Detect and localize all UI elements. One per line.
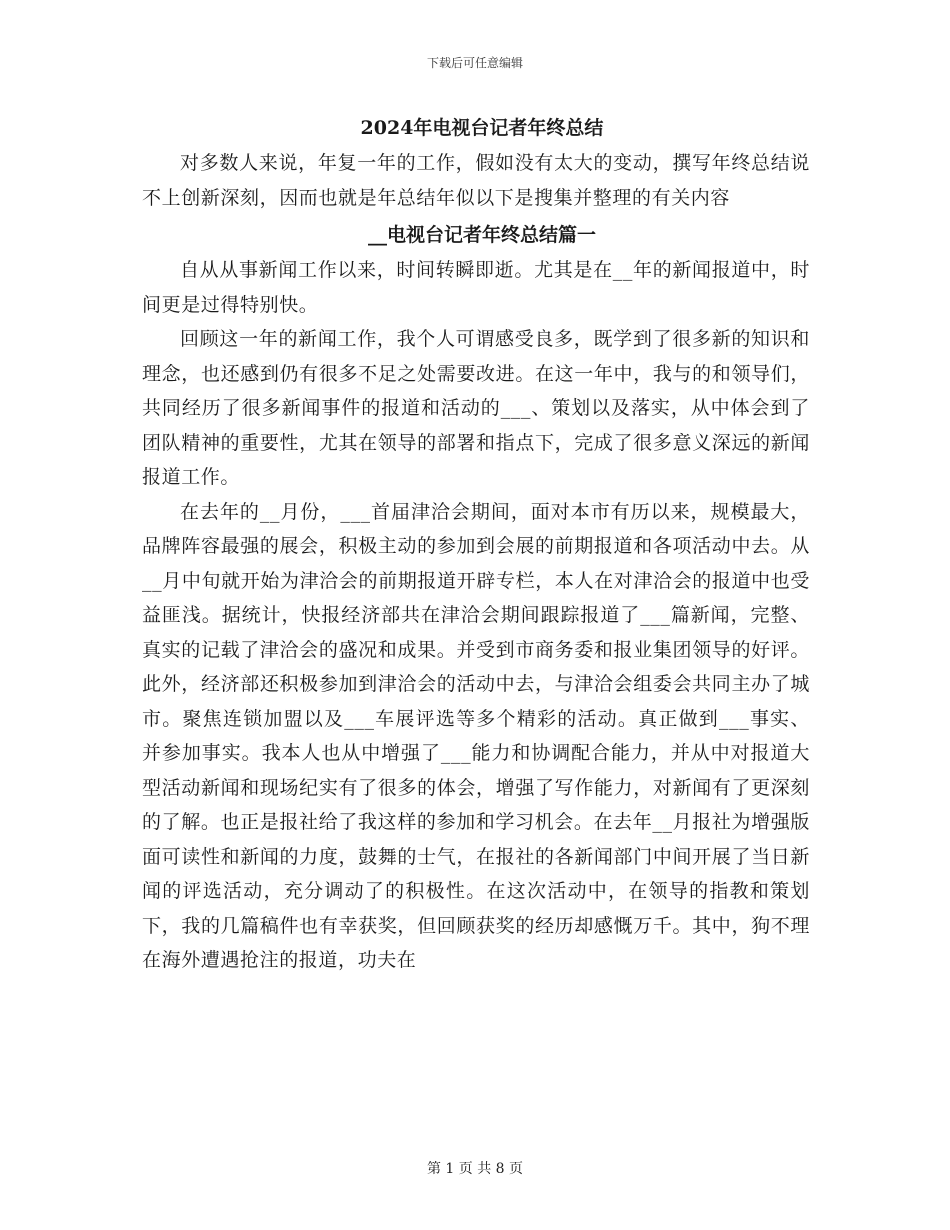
body-paragraph-3: 在去年的__月份，___首届津洽会期间，面对本市有历以来，规模最大，品牌阵容最强的展会，积极主动的参加到会展的前期报道和各项活动中去。从__月中旬就开始为津洽会的前期报道开辟专栏，本人在对津洽会的报道中也受益匪浅。据统计，快报经济部共在津洽会期间跟踪报道了___篇新闻，完整、真实的记载了津洽会的盛况和成果。并受到市商务委和报业集团领导的好评。此外，经济部还积极参加到津洽会的活动中去，与津洽会组委会共同主办了城市。聚焦连锁加盟以及___车展评选等多个精彩的活动。真正做到___事实、并参加事实。我本人也从中增强了___能力和协调配合能力，并从中对报道大型活动新闻和现场纪实有了很多的体会，增强了写作能力，对新闻有了更深刻的了解。也正是报社给了我这样的参加和学习机会。在去年__月报社为增强版面可读性和新闻的力度，鼓舞的士气，在报社的各新闻部门中间开展了当日新闻的评选活动，充分调动了的积极性。在这次活动中，在领导的指教和策划下，我的几篇稿件也有幸获奖，但回顾获奖的经历却感慨万千。其中，狗不理在海外遭遇抢注的报道，功夫在 <box>142 500 810 971</box>
section-title: __电视台记者年终总结篇一 <box>367 224 596 246</box>
header-note: 下载后可任意编辑 <box>426 56 523 70</box>
document-body <box>142 110 810 978</box>
document-title: 2024年电视台记者年终总结 <box>360 117 604 139</box>
body-paragraph-1: 自从从事新闻工作以来，时间转瞬即逝。尤其是在__年的新闻报道中，时间更是过得特别快。 <box>142 259 810 316</box>
page-number-footer: 第 1 页 共 8 页 <box>426 1161 524 1177</box>
body-paragraph-2: 回顾这一年的新闻工作，我个人可谓感受良多，既学到了很多新的知识和理念，也还感到仍有很多不足之处需要改进。在这一年中，我与的和领导们，共同经历了很多新闻事件的报道和活动的___、策划以及落实，从中体会到了团队精神的重要性，尤其在领导的部署和指点下，完成了很多意义深远的新闻报道工作。 <box>142 328 810 488</box>
intro-paragraph: 对多数人来说，年复一年的工作，假如没有太大的变动，撰写年终总结说不上创新深刻，因而也就是年总结年似以下是搜集并整理的有关内容 <box>142 152 810 209</box>
